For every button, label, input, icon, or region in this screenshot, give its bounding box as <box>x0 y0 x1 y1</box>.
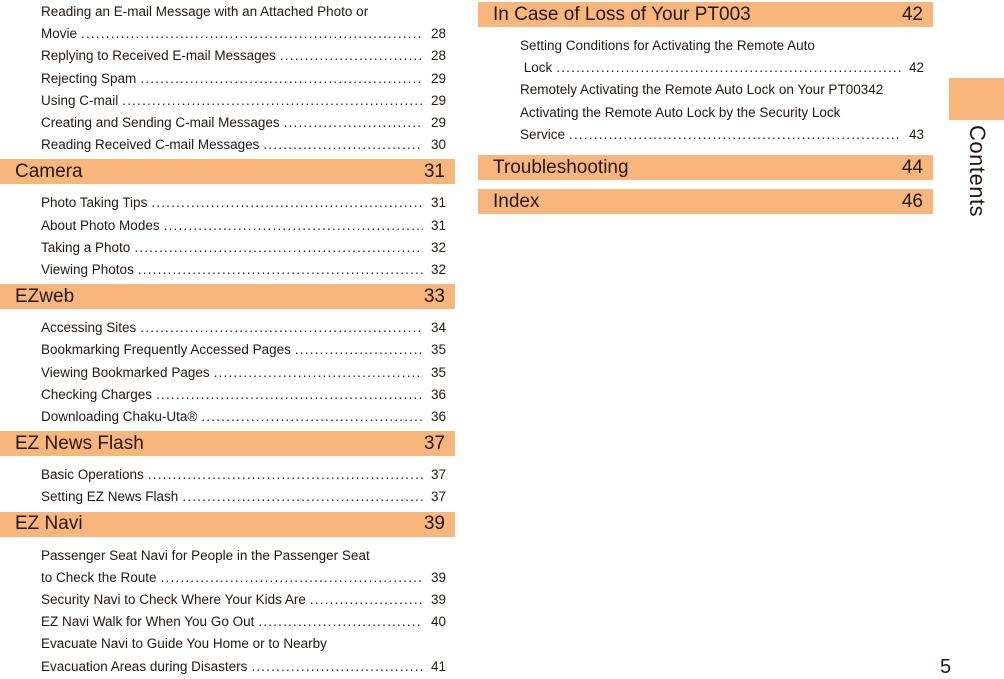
section-heading-index[interactable] <box>478 189 933 214</box>
leader-dots <box>258 611 423 633</box>
section-heading-camera[interactable] <box>0 159 455 184</box>
toc-entry-page: 42 <box>908 60 924 76</box>
leader-dots <box>280 45 423 67</box>
toc-entry-page: 32 <box>430 262 446 278</box>
toc-entry-title: About Photo Modes <box>41 217 160 233</box>
toc-entry-page: 42 <box>868 82 884 98</box>
section-title: Camera <box>15 160 83 182</box>
leader-dots <box>569 124 901 146</box>
toc-entry-title: Evacuation Areas during Disasters <box>41 658 248 674</box>
leader-dots <box>214 362 423 384</box>
leader-dots <box>295 339 423 361</box>
toc-entry-page: 31 <box>430 195 446 211</box>
toc-entry-title: Replying to Received E-mail Messages <box>41 48 276 64</box>
toc-entry-page: 37 <box>430 467 446 483</box>
toc-entry-title: EZ Navi Walk for When You Go Out <box>41 614 255 630</box>
toc-entry[interactable] <box>0 68 455 90</box>
leader-dots <box>140 68 423 90</box>
toc-entry[interactable] <box>0 464 455 486</box>
leader-dots <box>134 237 423 259</box>
toc-entry[interactable] <box>0 134 455 156</box>
toc-entry[interactable] <box>0 633 455 677</box>
leader-dots <box>310 589 423 611</box>
toc-entry[interactable] <box>0 215 455 237</box>
toc-entry-title-line1: Reading an E-mail Message with an Attached Photo or <box>41 4 369 19</box>
toc-entry-title: Movie <box>41 26 78 42</box>
toc-entry[interactable] <box>0 545 455 589</box>
toc-left-column <box>0 0 455 678</box>
leader-dots <box>140 317 423 339</box>
leader-dots <box>156 384 423 406</box>
toc-entry[interactable] <box>478 102 933 146</box>
toc-entry-page: 39 <box>430 592 446 608</box>
toc-entry[interactable] <box>0 259 455 281</box>
toc-entry-page: 40 <box>430 614 446 630</box>
section-page: 39 <box>423 513 445 535</box>
toc-entry-page: 35 <box>430 364 446 380</box>
toc-entry[interactable] <box>0 362 455 384</box>
section-heading-ez-navi[interactable] <box>0 512 455 537</box>
section-page: 42 <box>901 3 923 25</box>
toc-entry-page: 32 <box>430 239 446 255</box>
section-page: 33 <box>423 285 445 307</box>
toc-entry-page: 28 <box>430 26 446 42</box>
section-page: 44 <box>901 156 923 178</box>
toc-entry-page: 36 <box>430 409 446 425</box>
toc-entry-page: 29 <box>430 115 446 131</box>
toc-entry-title: Rejecting Spam <box>41 70 137 86</box>
side-tab-marker <box>949 78 1004 120</box>
toc-entry[interactable] <box>0 45 455 67</box>
toc-entry[interactable] <box>0 339 455 361</box>
toc-entry-title: Taking a Photo <box>41 239 131 255</box>
toc-entry[interactable] <box>0 611 455 633</box>
toc-entry-title: Using C-mail <box>41 92 119 108</box>
toc-entry-page: 30 <box>430 137 446 153</box>
toc-entry-page: 35 <box>430 342 446 358</box>
toc-entry-title-line1: Passenger Seat Navi for People in the Passenger Seat <box>41 547 370 563</box>
toc-entry-title: Reading Received C-mail Messages <box>41 137 260 153</box>
toc-entry-page: 29 <box>430 92 446 108</box>
toc-entry[interactable] <box>0 589 455 611</box>
toc-entry-page: 29 <box>430 70 446 86</box>
toc-entry-page: 34 <box>430 320 446 336</box>
section-title: Troubleshooting <box>493 156 629 178</box>
toc-entry-page: 43 <box>908 126 924 142</box>
toc-entry[interactable] <box>0 90 455 112</box>
toc-entry-title-line1: Evacuate Navi to Guide You Home or to Nearby <box>41 636 327 652</box>
toc-entry-title: Viewing Photos <box>41 262 134 278</box>
section-page: 37 <box>423 432 445 454</box>
toc-entry-title: Accessing Sites <box>41 320 137 336</box>
toc-entry-title: Service <box>520 126 566 142</box>
toc-entry-title: to Check the Route <box>41 569 157 585</box>
toc-entry-page: 41 <box>430 658 446 674</box>
toc-entry-page: 39 <box>430 569 446 585</box>
toc-entry-title: Bookmarking Frequently Accessed Pages <box>41 342 291 358</box>
toc-entry-page: 28 <box>430 48 446 64</box>
leader-dots <box>148 464 423 486</box>
leader-dots <box>81 23 423 45</box>
toc-entry[interactable] <box>0 486 455 508</box>
section-title: In Case of Loss of Your PT003 <box>493 3 751 25</box>
page-number: 5 <box>940 656 952 678</box>
section-title: EZ News Flash <box>15 432 144 454</box>
toc-entry-title-line1: Setting Conditions for Activating the Remote Auto <box>520 38 815 53</box>
section-page: 46 <box>901 190 923 212</box>
section-title: EZ Navi <box>15 513 83 535</box>
toc-right-column <box>478 0 933 222</box>
toc-entry-title: Setting EZ News Flash <box>41 489 179 505</box>
toc-entry[interactable] <box>0 112 455 134</box>
toc-entry-page: 37 <box>430 489 446 505</box>
toc-entry[interactable] <box>0 192 455 214</box>
toc-entry[interactable] <box>478 35 933 79</box>
toc-entry-page: 36 <box>430 386 446 402</box>
toc-entry-title-line1: Activating the Remote Auto Lock by the Security Lock <box>520 104 841 120</box>
leader-dots <box>151 192 423 214</box>
section-heading-troubleshooting[interactable] <box>478 155 933 180</box>
side-tab-label: Contents <box>965 125 990 218</box>
leader-dots <box>251 656 423 678</box>
leader-dots <box>284 112 423 134</box>
toc-entry-title: Lock <box>520 60 553 76</box>
leader-dots <box>161 567 423 589</box>
section-heading-ez-news-flash[interactable] <box>0 431 455 456</box>
toc-entry[interactable] <box>0 317 455 339</box>
toc-entry-title: Checking Charges <box>41 386 153 402</box>
leader-dots <box>182 486 423 508</box>
section-title: EZweb <box>15 285 75 307</box>
leader-dots <box>122 90 423 112</box>
section-heading-loss[interactable] <box>478 2 933 27</box>
leader-dots <box>138 259 423 281</box>
toc-entry-title: Downloading Chaku-Uta® <box>41 409 198 425</box>
toc-entry[interactable] <box>0 1 455 45</box>
toc-entry-page: 31 <box>430 217 446 233</box>
leader-dots <box>201 406 423 428</box>
leader-dots <box>164 215 423 237</box>
toc-entry[interactable] <box>0 384 455 406</box>
toc-entry-title: Photo Taking Tips <box>41 195 148 211</box>
section-title: Index <box>493 190 540 212</box>
leader-dots <box>556 57 901 79</box>
section-heading-ezweb[interactable] <box>0 284 455 309</box>
toc-entry-title: Security Navi to Check Where Your Kids Are <box>41 592 306 608</box>
toc-entry[interactable] <box>478 79 933 101</box>
toc-entry-title: Basic Operations <box>41 467 144 483</box>
toc-entry[interactable] <box>0 237 455 259</box>
toc-entry-title: Viewing Bookmarked Pages <box>41 364 210 380</box>
leader-dots <box>263 134 423 156</box>
toc-entry[interactable] <box>0 406 455 428</box>
section-page: 31 <box>423 160 445 182</box>
toc-entry-title: Remotely Activating the Remote Auto Lock on Your PT003 <box>520 82 869 98</box>
toc-entry-title: Creating and Sending C-mail Messages <box>41 115 280 131</box>
